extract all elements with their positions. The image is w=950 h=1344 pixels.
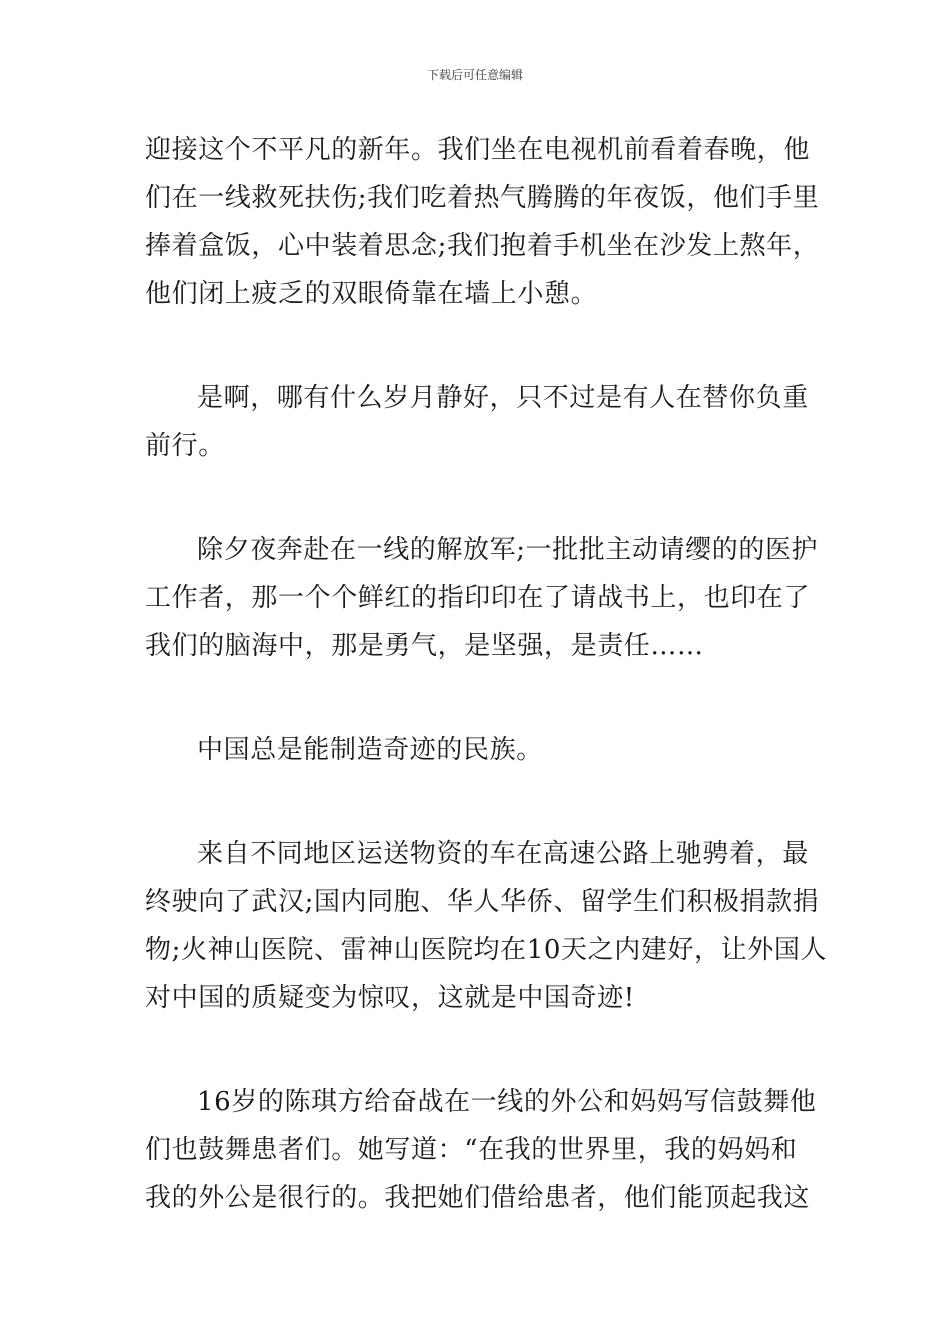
text-line: 我的外公是很行的。我把她们借给患者，他们能顶起我这 bbox=[145, 1183, 811, 1213]
page-header: 下载后可任意编辑 bbox=[426, 68, 523, 82]
text-line: 迎接这个不平凡的新年。我们坐在电视机前看着春晚，他 bbox=[145, 135, 811, 165]
paragraph-4 bbox=[145, 726, 810, 774]
paragraph-5 bbox=[145, 830, 828, 1022]
text-line: 前行。 bbox=[145, 431, 225, 461]
text-line: 他们闭上疲乏的双眼倚靠在墙上小憩。 bbox=[145, 279, 598, 309]
text-line: 物;火神山医院、雷神山医院均在10天之内建好，让外国人 bbox=[145, 935, 828, 965]
paragraph-2 bbox=[145, 374, 810, 470]
text-line: 16岁的陈琪方给奋战在一线的外公和妈妈写信鼓舞他 bbox=[197, 1087, 817, 1117]
text-line: 我们的脑海中，那是勇气，是坚强，是责任…… bbox=[145, 631, 704, 661]
text-line: 中国总是能制造奇迹的民族。 bbox=[197, 735, 543, 765]
paragraph-6 bbox=[145, 1078, 817, 1222]
text-line: 对中国的质疑变为惊叹，这就是中国奇迹! bbox=[145, 983, 635, 1013]
paragraph-1 bbox=[145, 126, 820, 318]
document-body bbox=[145, 126, 828, 1222]
text-line: 们在一线救死扶伤;我们吃着热气腾腾的年夜饭，他们手里 bbox=[145, 183, 820, 213]
text-line: 工作者，那一个个鲜红的指印印在了请战书上，也印在了 bbox=[145, 583, 811, 613]
text-line: 除夕夜奔赴在一线的解放军;一批批主动请缨的的医护 bbox=[197, 535, 819, 565]
text-line: 们也鼓舞患者们。她写道：“在我的世界里，我的妈妈和 bbox=[145, 1135, 798, 1165]
text-line: 是啊，哪有什么岁月静好，只不过是有人在替你负重 bbox=[197, 383, 809, 413]
text-line: 捧着盒饭，心中装着思念;我们抱着手机坐在沙发上熬年， bbox=[145, 231, 820, 261]
text-line: 终驶向了武汉;国内同胞、华人华侨、留学生们积极捐款捐 bbox=[145, 887, 820, 917]
paragraph-3 bbox=[145, 526, 819, 670]
text-line: 来自不同地区运送物资的车在高速公路上驰骋着，最 bbox=[197, 839, 809, 869]
